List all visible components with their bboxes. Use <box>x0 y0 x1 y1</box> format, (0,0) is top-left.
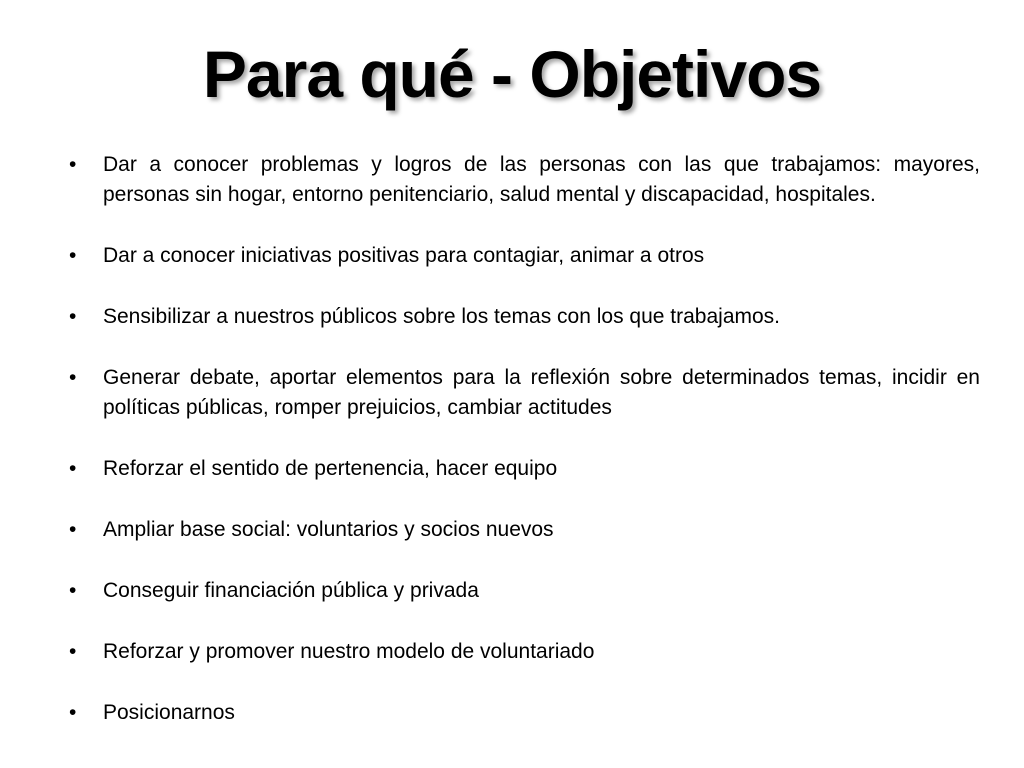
list-item <box>66 637 980 667</box>
bullet-icon: • <box>69 244 77 267</box>
list-item <box>66 363 980 423</box>
list-item-text: Dar a conocer problemas y logros de las personas con las que trabajamos: mayores, personas sin hogar, entorno penitenciario, salud mental y discapacidad, hospitales. <box>103 153 980 206</box>
list-item-text: Ampliar base social: voluntarios y socios nuevos <box>103 518 554 541</box>
bullet-icon: • <box>69 153 77 176</box>
list-item <box>66 515 980 545</box>
list-item <box>66 576 980 606</box>
bullet-icon: • <box>69 305 77 328</box>
list-item <box>66 302 980 332</box>
list-item-text: Conseguir financiación pública y privada <box>103 579 479 602</box>
bullet-icon: • <box>69 366 77 389</box>
list-item <box>66 454 980 484</box>
slide-title: Para qué - Objetivos <box>202 37 822 111</box>
bullet-icon: • <box>69 457 77 480</box>
list-item-text: Sensibilizar a nuestros públicos sobre los temas con los que trabajamos. <box>103 305 781 328</box>
list-item <box>66 698 980 728</box>
bullet-icon: • <box>69 640 77 663</box>
list-item <box>66 241 980 271</box>
bullet-icon: • <box>69 579 77 602</box>
list-item-text: Reforzar el sentido de pertenencia, hacer equipo <box>103 457 558 480</box>
bullet-icon: • <box>69 518 77 541</box>
list-item-text: Dar a conocer iniciativas positivas para contagiar, animar a otros <box>103 244 705 267</box>
bullet-icon: • <box>69 701 77 724</box>
list-item <box>66 150 980 210</box>
list-item-text: Generar debate, aportar elementos para la reflexión sobre determinados temas, incidir en políticas públicas, romper prejuicios, cambiar actitudes <box>103 366 980 419</box>
list-item-text: Reforzar y promover nuestro modelo de voluntariado <box>103 640 595 663</box>
list-item-text: Posicionarnos <box>103 701 235 724</box>
objectives-list <box>66 150 980 728</box>
